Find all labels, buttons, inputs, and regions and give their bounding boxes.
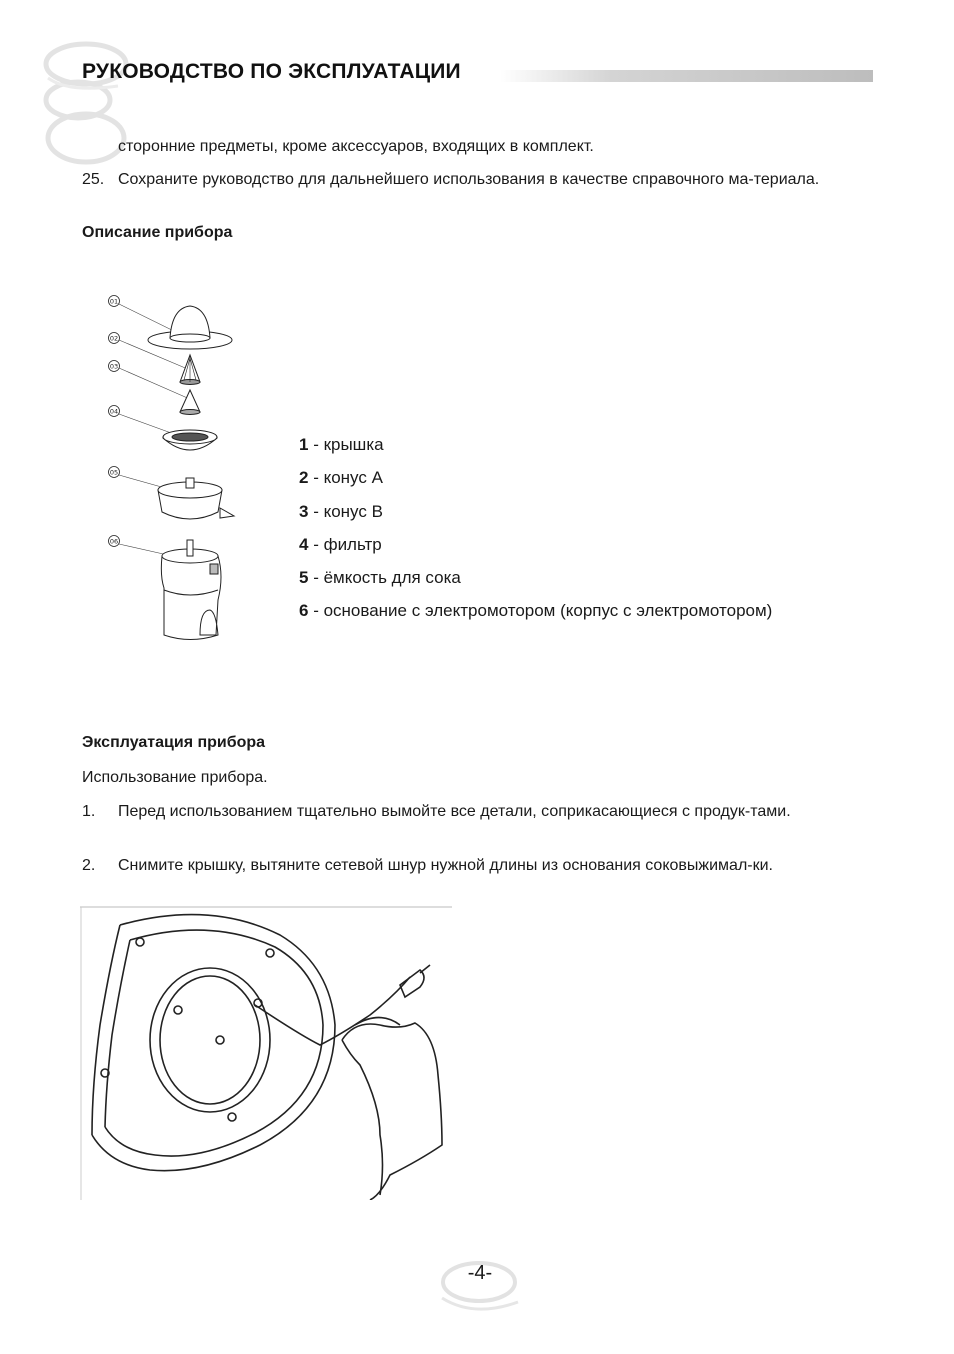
parts-legend (299, 433, 772, 633)
parts-exploded-diagram (100, 290, 250, 650)
callout-3: 03 (109, 362, 119, 371)
page-header-title: РУКОВОДСТВО ПО ЭКСПЛУАТАЦИИ (82, 60, 461, 83)
callout-2: 02 (109, 334, 119, 343)
list-item (82, 854, 874, 877)
legend-item: 4 - фильтр (299, 534, 382, 554)
callout-5: 05 (109, 468, 119, 477)
list-item (82, 800, 874, 823)
list-item-text: Снимите крышку, вытяните сетевой шнур нужной длины из основания соковыжимал-ки. (118, 857, 773, 874)
list-item-number: 2. (82, 857, 96, 874)
section-heading-operation: Эксплуатация прибора (82, 734, 266, 751)
callout-6: 06 (109, 537, 119, 546)
list-item (82, 168, 874, 191)
section-heading-description: Описание прибора (82, 224, 233, 241)
callout-1: 01 (109, 297, 119, 306)
cord-extraction-illustration (80, 905, 452, 1200)
continued-text: сторонние предметы, кроме аксессуаров, входящих в комплект. (118, 138, 594, 155)
usage-subheading: Использование прибора. (82, 769, 268, 786)
callout-4: 04 (109, 407, 119, 416)
legend-item: 6 - основание с электромотором (корпус с электромотором) (299, 601, 773, 621)
list-item-number: 25. (82, 171, 105, 188)
list-item-number: 1. (82, 803, 96, 820)
page-number: -4- (467, 1262, 493, 1284)
list-item-text: Перед использованием тщательно вымойте все детали, соприкасающиеся с продук-тами. (118, 803, 791, 820)
header-gradient-bar (500, 70, 873, 82)
legend-item: 1 - крышка (299, 435, 384, 454)
list-item-text: Сохраните руководство для дальнейшего использования в качестве справочного ма-териала. (118, 171, 820, 188)
legend-item: 5 - ёмкость для сока (299, 568, 461, 588)
legend-item: 3 - конус В (299, 501, 383, 521)
legend-item: 2 - конус А (299, 468, 383, 488)
